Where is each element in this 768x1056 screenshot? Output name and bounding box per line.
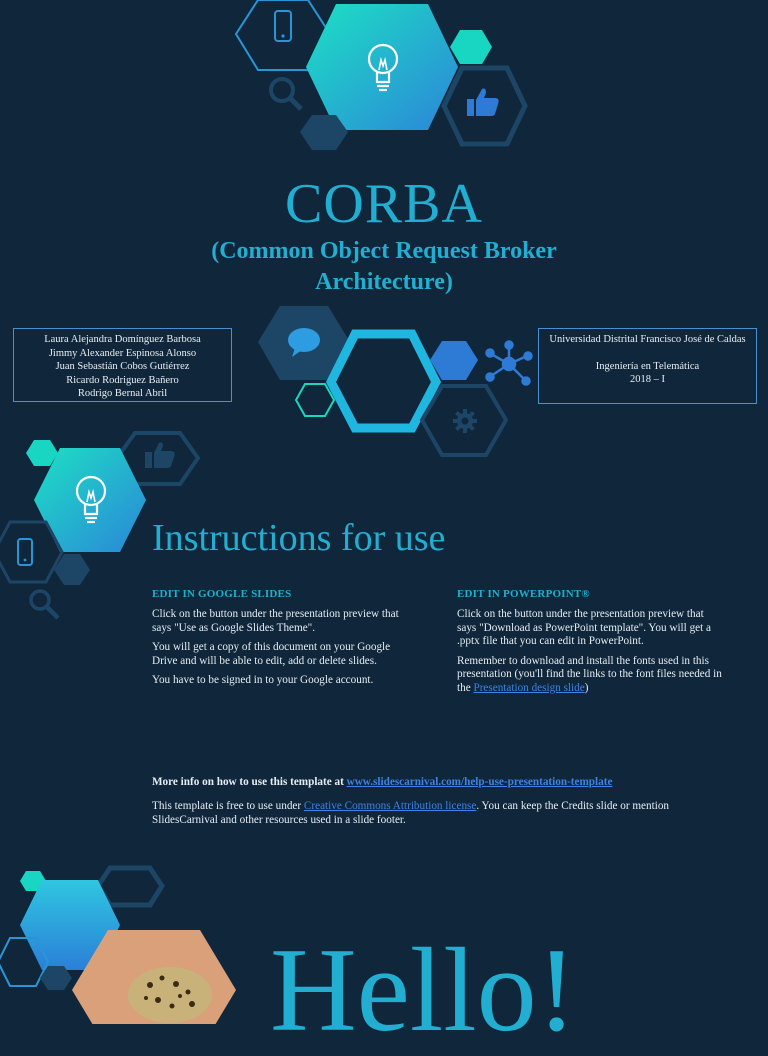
search-icon <box>268 76 304 112</box>
university-name: Universidad Distrital Francisco José de Caldas <box>549 334 746 345</box>
program-name: Ingeniería en Telemática <box>595 360 700 372</box>
leopard-image <box>128 967 212 1023</box>
chat-bubble-icon <box>286 326 322 358</box>
paragraph: Click on the button under the presentation preview that says "Download as PowerPoint template". You will get a .pptx file that you can edit in PowerPoint. <box>457 608 711 647</box>
subtitle-line: Architecture) <box>315 269 453 295</box>
author-name: Jimmy Alexander Espinosa Alonso <box>48 347 197 359</box>
paragraph <box>457 655 722 696</box>
instructions-title: Instructions for use <box>152 517 446 559</box>
author-name: Ricardo Rodriguez Bañero <box>66 374 179 386</box>
paragraph: Click on the button under the presentation preview that says "Use as Google Slides Theme". <box>152 608 399 634</box>
license-note <box>152 800 712 827</box>
hex-outline <box>296 384 334 416</box>
term: 2018 – I <box>630 374 665 386</box>
hex-teal <box>450 30 492 64</box>
authors-box <box>13 328 232 402</box>
slide-subtitle <box>184 236 584 298</box>
smartphone-icon <box>16 538 34 566</box>
hello-title: Hello! <box>270 923 577 1056</box>
institution-box <box>538 328 757 404</box>
hex-outline <box>331 334 436 428</box>
paragraph-text: Remember to download and install the fonts used in this presentation (you'll find the links to the font files needed in the <box>457 654 722 694</box>
paragraph-end: ) <box>584 681 589 694</box>
help-link[interactable]: www.slidescarnival.com/help-use-presentation-template <box>346 776 613 788</box>
license-text-end: . You can keep the Credits slide or mention SlidesCarnival and other resources used in a slide footer. <box>152 800 670 826</box>
powerpoint-heading: EDIT IN POWERPOINT® <box>457 588 590 600</box>
search-icon <box>28 588 60 620</box>
lightbulb-icon <box>366 42 400 96</box>
more-info-line <box>152 776 612 788</box>
subtitle-line: (Common Object Request Broker <box>211 238 557 264</box>
author-name: Laura Alejandra Domínguez Barbosa <box>44 334 201 345</box>
thumbs-up-icon <box>466 86 500 118</box>
network-icon <box>485 340 533 388</box>
lightbulb-icon <box>74 474 108 528</box>
author-name: Rodrigo Bernal Abril <box>77 388 168 400</box>
paragraph: You will get a copy of this document on your Google Drive and will be able to edit, add or delete slides. <box>152 641 391 667</box>
more-info-label: More info on how to use this template at <box>152 776 344 788</box>
google-slides-heading: EDIT IN GOOGLE SLIDES <box>152 588 292 600</box>
hex-outline <box>98 868 162 905</box>
slide-title: CORBA <box>285 173 483 235</box>
google-slides-instructions <box>152 608 412 694</box>
paragraph: You have to be signed in to your Google account. <box>152 674 374 686</box>
gear-icon <box>452 408 478 434</box>
author-name: Juan Sebastián Cobos Gutiérrez <box>55 361 190 373</box>
license-text: This template is free to use under <box>152 800 302 812</box>
thumbs-up-icon <box>144 440 176 470</box>
license-link[interactable]: Creative Commons Attribution license <box>303 800 477 812</box>
presentation-design-link[interactable]: Presentation design slide <box>473 681 585 694</box>
hex-blue <box>430 341 478 380</box>
smartphone-icon <box>272 10 294 42</box>
powerpoint-instructions <box>457 608 722 701</box>
